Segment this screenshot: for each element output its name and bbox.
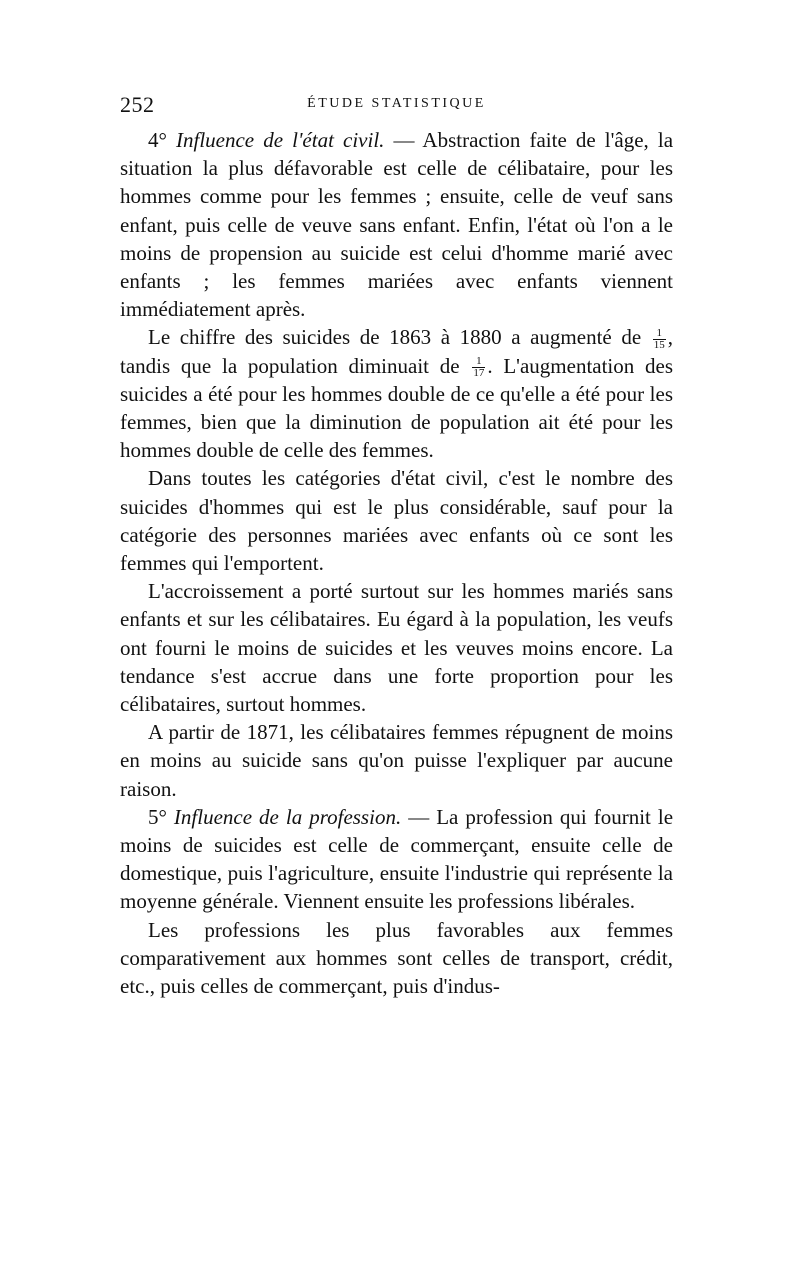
paragraph-accroissement	[120, 577, 673, 718]
paragraph-text: L'accroissement a porté surtout sur les hommes mariés sans enfants et sur les célibataires. Eu égard à la population, les veufs ont fourni le moins de suicides et les veuves moins encore. La tendance s'est accrue dans une forte proportion pour les célibataires, surtout hommes.	[120, 579, 673, 717]
book-page	[120, 92, 673, 1000]
paragraph-professions-femmes	[120, 916, 673, 1001]
fraction-augmentation	[653, 328, 666, 351]
paragraph-1871	[120, 718, 673, 803]
paragraph-text: Dans toutes les catégories d'état civil, c'est le nombre des suicides d'hommes qui est le plus considérable, sauf pour la catégorie des personnes mariées avec enfants où ce sont les femmes qui l'emportent.	[120, 466, 673, 576]
paragraph-text: Le chiffre des suicides de 1863 à 1880 a augmenté de	[148, 325, 642, 350]
paragraph-text: , tandis que la population diminuait de	[120, 325, 673, 378]
section-number: 5°	[148, 804, 167, 829]
paragraph-text: — Abstraction faite de l'âge, la situation la plus défavorable est celle de célibataire, pour les hommes comme pour les femmes ; ensuite, celle de veuf sans enfant, puis celle de veuve sans enfant. Enfin, l'état où l'on a le moins de propension au suicide est celui d'homme marié avec enfants ; les femmes mariées avec enfants viennent immédiatement après.	[120, 128, 674, 322]
fraction-diminution	[472, 356, 485, 379]
paragraph-text: . L'augmentation des suicides a été pour les hommes double de ce qu'elle a été pour les femmes, bien que la diminution de population ait été pour les hommes double de celle des femmes.	[120, 353, 674, 463]
paragraph-chiffre-suicides	[120, 323, 673, 464]
fraction-numerator: 1	[653, 328, 666, 340]
paragraph-influence-etat-civil	[120, 126, 673, 323]
page-number: 252	[120, 92, 155, 117]
paragraph-text: A partir de 1871, les célibataires femmes répugnent de moins en moins au suicide sans qu'on puisse l'expliquer par aucune raison.	[120, 720, 673, 801]
section-heading: Influence de l'état civil.	[176, 128, 385, 152]
fraction-denominator: 17	[473, 367, 485, 380]
fraction-denominator: 15	[653, 339, 665, 352]
section-number: 4°	[148, 128, 167, 152]
paragraph-text: — La profession qui fournit le moins de suicides est celle de commerçant, ensuite celle de domestique, puis l'agriculture, ensuite l'industrie qui représente la moyenne générale. Viennent ensuite les professions libérales.	[120, 804, 674, 914]
section-heading: Influence de la profession.	[173, 804, 402, 829]
running-title: ÉTUDE STATISTIQUE	[307, 96, 486, 111]
running-head	[120, 92, 673, 122]
fraction-numerator: 1	[472, 356, 485, 368]
paragraph-text: Les professions les plus favorables aux femmes comparativement aux hommes sont celles de transport, crédit, etc., puis celles de commerçant, puis d'indus-	[120, 917, 673, 999]
paragraph-categories	[120, 464, 673, 577]
body-text	[120, 126, 673, 1000]
paragraph-influence-profession	[120, 803, 673, 916]
